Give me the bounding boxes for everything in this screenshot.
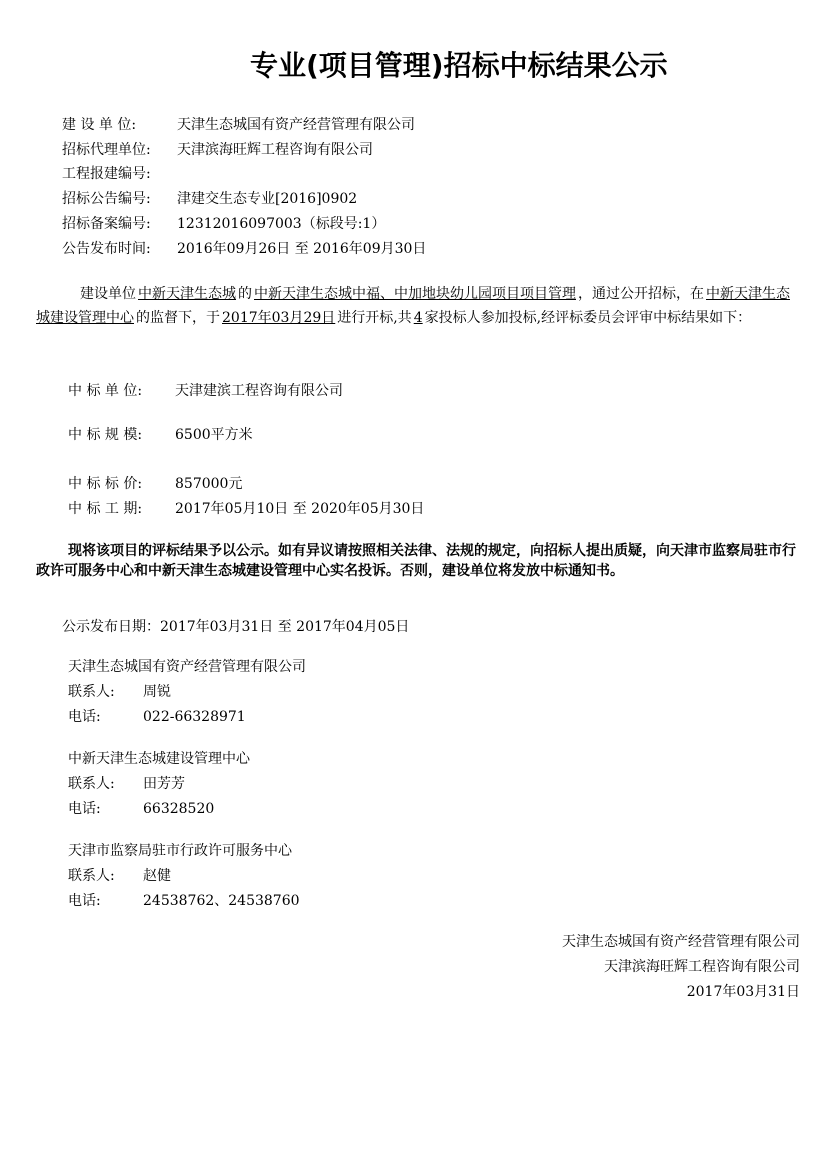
result-value: 6500平方米 <box>175 427 253 443</box>
contact-phone <box>68 707 246 727</box>
signature-org-2: 天津滨海旺辉工程咨询有限公司 <box>604 959 800 975</box>
info-value: 天津滨海旺辉工程咨询有限公司 <box>177 142 373 158</box>
supervisor-name: 中新天津生态城建设管理中心 <box>36 286 790 326</box>
page-title: 专业(项目管理)招标中标结果公示 <box>250 49 668 82</box>
result-price <box>68 474 242 494</box>
intro-text: 进行开标,共 <box>337 310 412 326</box>
builder-name: 中新天津生态城 <box>138 286 236 302</box>
info-value: 天津生态城国有资产经营管理有限公司 <box>177 117 415 133</box>
contact-label: 电话: <box>68 893 101 909</box>
intro-text: 建设单位 <box>80 286 136 302</box>
contact-org: 中新天津生态城建设管理中心 <box>68 751 250 767</box>
contact-value: 24538762、24538760 <box>143 893 300 909</box>
info-row <box>62 214 385 234</box>
info-value: 2016年09月26日 至 2016年09月30日 <box>177 241 427 257</box>
contact-person <box>68 866 171 886</box>
info-row <box>62 115 415 135</box>
contact-person <box>68 774 185 794</box>
contact-value: 赵健 <box>143 868 171 884</box>
publicity-notice: 现将该项目的评标结果予以公示。如有异议请按照相关法律、法规的规定，向招标人提出质疑，向天津市监察局驻市行政许可服务中心和中新天津生态城建设管理中心实名投诉。否则，建设单位将发放中标通知书。 <box>36 543 796 579</box>
intro-text: 的 <box>238 286 252 302</box>
result-value: 2017年05月10日 至 2020年05月30日 <box>175 501 425 517</box>
contact-value: 022-66328971 <box>143 709 246 725</box>
info-row <box>62 164 177 184</box>
signature-date: 2017年03月31日 <box>686 984 800 1000</box>
bidder-count: 4 <box>413 310 423 326</box>
info-label: 公告发布时间: <box>62 241 151 257</box>
result-value: 天津建滨工程咨询有限公司 <box>175 383 343 399</box>
info-row <box>62 140 373 160</box>
intro-text: 家投标人参加投标,经评标委员会评审中标结果如下： <box>424 310 752 326</box>
result-period <box>68 499 424 519</box>
contact-label: 联系人: <box>68 868 115 884</box>
intro-paragraph <box>36 282 802 330</box>
info-value: 12312016097003（标段号:1） <box>177 216 386 232</box>
result-value: 857000元 <box>175 476 243 492</box>
result-label: 中 标 标 价: <box>68 476 143 492</box>
contact-label: 联系人: <box>68 776 115 792</box>
info-label: 建 设 单 位: <box>62 117 137 133</box>
contact-person <box>68 682 171 702</box>
contact-phone <box>68 891 300 911</box>
contact-org: 天津市监察局驻市行政许可服务中心 <box>68 843 292 859</box>
result-label: 中 标 单 位: <box>68 383 143 399</box>
info-label: 招标代理单位: <box>62 142 151 158</box>
open-date: 2017年03月29日 <box>222 310 336 326</box>
info-label: 招标公告编号: <box>62 191 151 207</box>
contact-value: 田芳芳 <box>143 776 185 792</box>
info-value: 津建交生态专业[2016]0902 <box>177 191 358 207</box>
contact-label: 电话: <box>68 801 101 817</box>
intro-text: 的监督下，于 <box>136 310 220 326</box>
info-row <box>62 189 357 209</box>
result-winner <box>68 381 343 401</box>
contact-value: 周锐 <box>143 684 171 700</box>
result-label: 中 标 工 期: <box>68 501 143 517</box>
signature-org-1: 天津生态城国有资产经营管理有限公司 <box>562 934 800 950</box>
info-row <box>62 239 426 259</box>
contact-value: 66328520 <box>143 801 215 817</box>
contact-phone <box>68 799 214 819</box>
contact-org: 天津生态城国有资产经营管理有限公司 <box>68 659 306 675</box>
result-scale <box>68 425 253 445</box>
info-label: 工程报建编号: <box>62 166 151 182</box>
intro-text: ，通过公开招标，在 <box>578 286 704 302</box>
project-name: 中新天津生态城中福、中加地块幼儿园项目项目管理 <box>254 286 576 302</box>
publish-date: 公示发布日期：2017年03月31日 至 2017年04月05日 <box>62 619 410 635</box>
contact-label: 电话: <box>68 709 101 725</box>
info-label: 招标备案编号: <box>62 216 151 232</box>
result-label: 中 标 规 模: <box>68 427 143 443</box>
contact-label: 联系人: <box>68 684 115 700</box>
